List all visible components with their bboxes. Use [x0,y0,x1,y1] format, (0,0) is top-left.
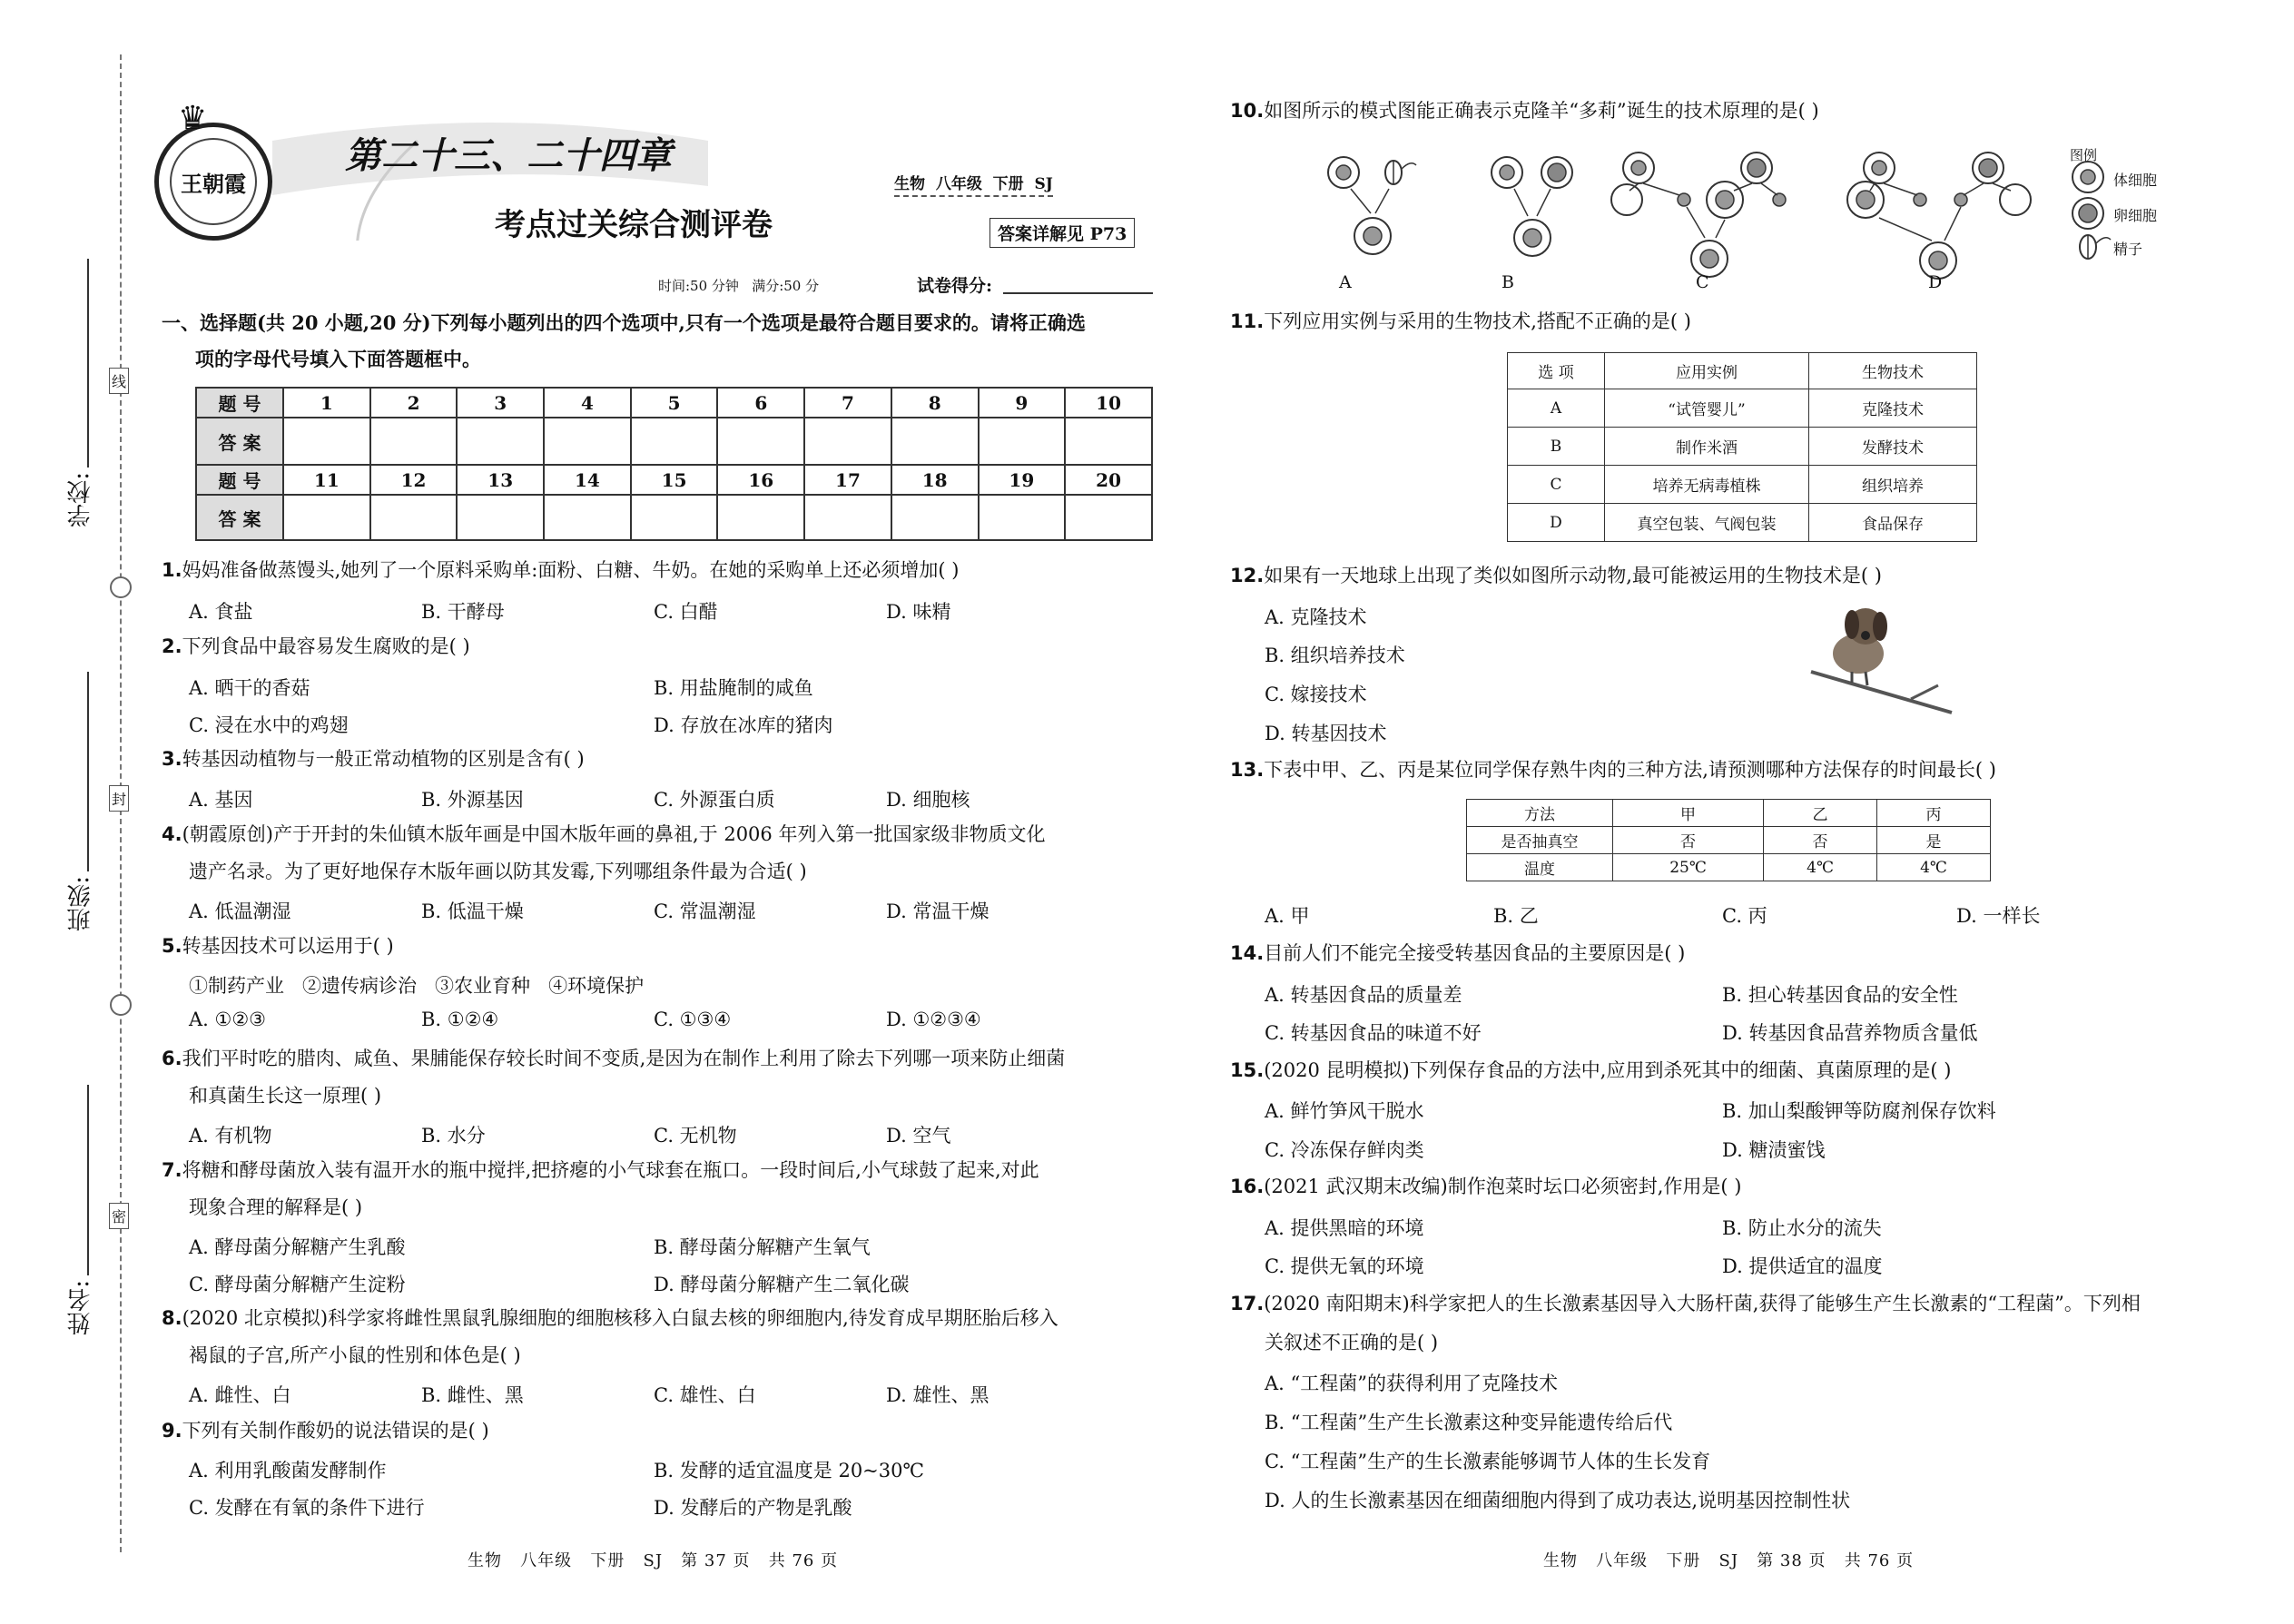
footer-left: 生物 八年级 下册 SJ 第 37 页 共 76 页 [468,1551,839,1570]
answer-cell[interactable] [457,495,544,540]
q7-option-c[interactable]: C. 酵母菌分解糖产生淀粉 [189,1274,406,1295]
q16-option-a[interactable]: A. 提供黑暗的环境 [1265,1217,1424,1239]
answer-grid-num: 2 [370,388,458,418]
q12-option-c[interactable]: C. 嫁接技术 [1265,684,1367,705]
q11-cell: 组织培养 [1809,466,1977,504]
chapter-title: 第二十三、二十四章 [345,135,672,177]
question-5: 5.转基因技术可以运用于( ) [162,935,394,957]
question-3: 3.转基因动植物与一般正常动植物的区别是含有( ) [162,748,585,770]
clone-diagram [1271,136,2179,300]
class-underline [87,672,89,871]
q4-option-b[interactable]: B. 低温干燥 [421,901,524,922]
q4-option-c[interactable]: C. 常温潮湿 [654,901,756,922]
diagram-label-c[interactable]: C [1696,272,1709,292]
q11-cell: 食品保存 [1809,504,1977,542]
answer-cell[interactable] [631,495,718,540]
q3-option-c[interactable]: C. 外源蛋白质 [654,789,775,811]
answer-grid-a-label: 答 案 [196,418,283,465]
q8-option-b[interactable]: B. 雌性、黑 [421,1384,524,1406]
q4-option-d[interactable]: D. 常温干燥 [886,901,989,922]
q12-option-d[interactable]: D. 转基因技术 [1265,723,1387,744]
q13-option-a[interactable]: A. 甲 [1265,905,1310,927]
q13-cell: 温度 [1467,854,1613,881]
question-1: 1.妈妈准备做蒸馒头,她列了一个原料采购单:面粉、白糖、牛奶。在她的采购单上还必须增加( ) [162,559,960,581]
q11-cell: 真空包装、气阀包装 [1605,504,1809,542]
legend-title: 图例 [2070,147,2098,163]
answer-cell[interactable] [283,418,370,465]
answer-grid-num: 7 [804,388,891,418]
q16-option-d[interactable]: D. 提供适宜的温度 [1722,1255,1883,1277]
q3-option-d[interactable]: D. 细胞核 [886,789,970,811]
q9-option-b[interactable]: B. 发酵的适宜温度是 20~30℃ [654,1460,924,1481]
q11-cell: “试管婴儿” [1605,389,1809,428]
q13-cell: 是 [1877,827,1991,854]
answer-cell[interactable] [1065,418,1152,465]
question-6-cont: 和真菌生长这一原理( ) [189,1085,382,1107]
answer-grid-num: 20 [1065,465,1152,495]
q11-head: 应用实例 [1605,353,1809,389]
q13-cell: 4℃ [1877,854,1991,881]
name-label: 姓名: [67,1280,94,1335]
diagram-a [1328,157,1416,254]
q13-cell: 25℃ [1613,854,1764,881]
question-4-cont: 遗产名录。为了更好地保存木版年画以防其发霉,下列哪组条件最为合适( ) [189,861,807,882]
q9-option-c[interactable]: C. 发酵在有氧的条件下进行 [189,1497,425,1519]
q12-option-b[interactable]: B. 组织培养技术 [1265,645,1405,666]
q11-table [1507,352,1977,542]
q11-cell: 制作米酒 [1605,428,1809,466]
school-underline [87,259,89,468]
question-8-cont: 褐鼠的子宫,所产小鼠的性别和体色是( ) [189,1344,521,1366]
q14-option-d[interactable]: D. 转基因食品营养物质含量低 [1722,1022,1978,1044]
q14-option-c[interactable]: C. 转基因食品的味道不好 [1265,1022,1482,1044]
q6-option-b[interactable]: B. 水分 [421,1125,486,1147]
answer-grid-num: 15 [631,465,718,495]
answer-grid-num: 9 [979,388,1066,418]
section1-line1: 一、选择题(共 20 小题,20 分)下列每小题列出的四个选项中,只有一个选项是最符合题目要求的。请将正确选 [162,311,1086,334]
q6-option-c[interactable]: C. 无机物 [654,1125,737,1147]
question-9: 9.下列有关制作酸奶的说法错误的是( ) [162,1420,489,1442]
score-field[interactable] [1003,292,1153,294]
diagram-c [1611,153,1786,277]
q13-cell: 是否抽真空 [1467,827,1613,854]
q13-cell: 否 [1613,827,1764,854]
q13-option-b[interactable]: B. 乙 [1493,905,1539,927]
binding-hole-1 [110,576,132,598]
answer-cell[interactable] [370,418,458,465]
diagram-label-a[interactable]: A [1339,272,1352,292]
q13-table [1466,799,1991,881]
q13-cell: 否 [1764,827,1877,854]
answer-cell[interactable] [370,495,458,540]
section1-line2: 项的字母代号填入下面答题框中。 [195,348,481,370]
answer-grid-num: 18 [891,465,979,495]
diagram-label-b[interactable]: B [1501,272,1514,292]
q8-option-c[interactable]: C. 雄性、白 [654,1384,756,1406]
answer-cell[interactable] [979,495,1066,540]
diagram-b [1492,157,1572,256]
q5-option-b[interactable]: B. ①②④ [421,1009,499,1030]
q11-head: 生物技术 [1809,353,1977,389]
answer-cell[interactable] [457,418,544,465]
question-7: 7.将糖和酵母菌放入装有温开水的瓶中搅拌,把挤瘪的小气球套在瓶口。一段时间后,小气球鼓了起来,对此 [162,1159,1039,1181]
q4-option-a[interactable]: A. 低温潮湿 [189,901,291,922]
answer-cell[interactable] [717,418,804,465]
q15-option-b[interactable]: B. 加山梨酸钾等防腐剂保存饮料 [1722,1100,1996,1122]
q11-cell: 培养无病毒植株 [1605,466,1809,504]
q3-option-a[interactable]: A. 基因 [189,789,253,811]
q8-option-a[interactable]: A. 雌性、白 [189,1384,291,1406]
question-7-cont: 现象合理的解释是( ) [189,1196,363,1218]
q13-head: 甲 [1613,800,1764,827]
question-2: 2.下列食品中最容易发生腐败的是( ) [162,635,470,657]
seal-mark-1: 线 [109,368,129,394]
q5-option-a[interactable]: A. ①②③ [189,1009,266,1030]
answer-ref: 答案详解见 P73 [989,218,1135,248]
logo-text: 王朝霞 [181,170,246,197]
question-17: 17.(2020 南阳期末)科学家把人的生长激素基因导入大肠杆菌,获得了能够生产生长激素的“工程菌”。下列相 [1230,1293,2141,1314]
legend-egg-cell: 卵细胞 [2113,207,2158,224]
answer-grid-num: 12 [370,465,458,495]
answer-grid-num: 13 [457,465,544,495]
answer-cell[interactable] [891,418,979,465]
q14-option-b[interactable]: B. 担心转基因食品的安全性 [1722,984,1958,1006]
answer-cell[interactable] [1065,495,1152,540]
answer-grid-q-label: 题 号 [196,388,283,418]
seal-mark-2: 封 [109,785,129,812]
diagram-legend [2072,162,2111,259]
question-4: 4.(朝霞原创)产于开封的朱仙镇木版年画是中国木版年画的鼻祖,于 2006 年列入第一批国家级非物质文化 [162,823,1046,845]
q16-option-b[interactable]: B. 防止水分的流失 [1722,1217,1882,1239]
q7-option-d[interactable]: D. 酵母菌分解糖产生二氧化碳 [654,1274,910,1295]
q13-head: 丙 [1877,800,1991,827]
q9-option-d[interactable]: D. 发酵后的产物是乳酸 [654,1497,852,1519]
question-11: 11.下列应用实例与采用的生物技术,搭配不正确的是( ) [1230,310,1691,332]
answer-cell[interactable] [804,418,891,465]
q2-option-d[interactable]: D. 存放在冰库的猪肉 [654,714,833,736]
q11-cell: C [1508,466,1605,504]
answer-cell[interactable] [717,495,804,540]
answer-cell[interactable] [804,495,891,540]
q11-cell: B [1508,428,1605,466]
q17-option-c[interactable]: C. “工程菌”生产的生长激素能够调节人体的生长发育 [1265,1451,1711,1472]
q11-cell: 克隆技术 [1809,389,1977,428]
question-6: 6.我们平时吃的腊肉、咸鱼、果脯能保存较长时间不变质,是因为在制作上利用了除去下列哪一项来防止细菌 [162,1048,1066,1069]
legend-sperm: 精子 [2113,241,2143,258]
q1-option-c[interactable]: C. 白醋 [654,601,718,623]
q6-option-d[interactable]: D. 空气 [886,1125,951,1147]
q13-option-d[interactable]: D. 一样长 [1956,905,2041,927]
q2-option-a[interactable]: A. 晒干的香菇 [189,677,310,699]
answer-grid-num: 17 [804,465,891,495]
q5-option-c[interactable]: C. ①③④ [654,1009,732,1030]
q9-option-a[interactable]: A. 利用乳酸菌发酵制作 [189,1460,387,1481]
q11-head: 选 项 [1508,353,1605,389]
q15-option-a[interactable]: A. 鲜竹笋风干脱水 [1265,1100,1424,1122]
question-8: 8.(2020 北京模拟)科学家将雌性黑鼠乳腺细胞的细胞核移入白鼠去核的卵细胞内,待发育成早期胚胎后移入 [162,1307,1058,1329]
answer-grid-num: 14 [544,465,631,495]
question-12: 12.如果有一天地球上出现了类似如图所示动物,最可能被运用的生物技术是( ) [1230,565,1882,586]
answer-grid-a-label: 答 案 [196,495,283,540]
crown-icon: ♛ [178,100,208,137]
q15-option-d[interactable]: D. 糖渍蜜饯 [1722,1139,1826,1161]
answer-cell[interactable] [283,495,370,540]
answer-cell[interactable] [979,418,1066,465]
time-info: 时间:50 分钟 满分:50 分 [658,278,820,294]
question-15: 15.(2020 昆明模拟)下列保存食品的方法中,应用到杀死其中的细菌、真菌原理的是( ) [1230,1059,1952,1081]
seal-mark-3: 密 [109,1203,129,1229]
class-label: 班级: [67,876,94,931]
question-14: 14.目前人们不能完全接受转基因食品的主要原因是( ) [1230,942,1686,964]
q1-option-d[interactable]: D. 味精 [886,601,951,623]
q3-option-b[interactable]: B. 外源基因 [421,789,524,811]
subject-tag: 生物 八年级 下册 SJ [894,171,1053,197]
footer-right: 生物 八年级 下册 SJ 第 38 页 共 76 页 [1543,1551,1915,1570]
q17-option-b[interactable]: B. “工程菌”生产生长激素这种变异能遗传给后代 [1265,1412,1673,1433]
answer-grid-num: 8 [891,388,979,418]
q13-head: 方法 [1467,800,1613,827]
q7-option-b[interactable]: B. 酵母菌分解糖产生氧气 [654,1236,871,1258]
logo-seal [154,123,272,241]
dog-bird-image [1802,599,1956,722]
answer-grid [195,387,1153,541]
answer-grid-num: 3 [457,388,544,418]
school-label: 学校: [67,472,94,527]
answer-grid-num: 11 [283,465,370,495]
q11-cell: A [1508,389,1605,428]
q11-cell: 发酵技术 [1809,428,1977,466]
q8-option-d[interactable]: D. 雄性、黑 [886,1384,989,1406]
question-17-cont: 关叙述不正确的是( ) [1265,1332,1439,1353]
q2-option-b[interactable]: B. 用盐腌制的咸鱼 [654,677,813,699]
answer-cell[interactable] [631,418,718,465]
q13-option-c[interactable]: C. 丙 [1722,905,1767,927]
q12-option-a[interactable]: A. 克隆技术 [1265,606,1367,628]
answer-grid-num: 19 [979,465,1066,495]
score-label: 试卷得分: [917,276,993,296]
q1-option-b[interactable]: B. 干酵母 [421,601,505,623]
answer-grid-num: 4 [544,388,631,418]
q17-option-d[interactable]: D. 人的生长激素基因在细菌细胞内得到了成功表达,说明基因控制性状 [1265,1490,1851,1511]
q13-head: 乙 [1764,800,1877,827]
question-16: 16.(2021 武汉期末改编)制作泡菜时坛口必须密封,作用是( ) [1230,1176,1742,1197]
answer-grid-num: 1 [283,388,370,418]
q14-option-a[interactable]: A. 转基因食品的质量差 [1265,984,1462,1006]
q2-option-c[interactable]: C. 浸在水中的鸡翅 [189,714,349,736]
q17-option-a[interactable]: A. “工程菌”的获得利用了克隆技术 [1265,1373,1558,1394]
question-10: 10.如图所示的模式图能正确表示克隆羊“多莉”诞生的技术原理的是( ) [1230,100,1819,122]
answer-cell[interactable] [544,418,631,465]
answer-grid-num: 10 [1065,388,1152,418]
q7-option-a[interactable]: A. 酵母菌分解糖产生乳酸 [189,1236,406,1258]
answer-grid-num: 16 [717,465,804,495]
answer-grid-num: 5 [631,388,718,418]
question-13: 13.下表中甲、乙、丙是某位同学保存熟牛肉的三种方法,请预测哪种方法保存的时间最长( ) [1230,759,1996,781]
q15-option-c[interactable]: C. 冷冻保存鲜肉类 [1265,1139,1424,1161]
q5-option-d[interactable]: D. ①②③④ [886,1009,981,1030]
q1-option-a[interactable]: A. 食盐 [189,601,253,623]
answer-grid-q-label: 题 号 [196,465,283,495]
q11-cell: D [1508,504,1605,542]
q6-option-a[interactable]: A. 有机物 [189,1125,272,1147]
name-underline [87,1085,89,1275]
binding-hole-2 [110,994,132,1016]
q5-items: ①制药产业 ②遗传病诊治 ③农业育种 ④环境保护 [189,975,645,997]
diagram-d [1847,153,2031,279]
legend-body-cell: 体细胞 [2113,172,2158,189]
q13-cell: 4℃ [1764,854,1877,881]
page-subtitle: 考点过关综合测评卷 [495,207,773,243]
q16-option-c[interactable]: C. 提供无氧的环境 [1265,1255,1424,1277]
answer-cell[interactable] [891,495,979,540]
diagram-label-d[interactable]: D [1928,272,1943,292]
answer-grid-num: 6 [717,388,804,418]
answer-cell[interactable] [544,495,631,540]
